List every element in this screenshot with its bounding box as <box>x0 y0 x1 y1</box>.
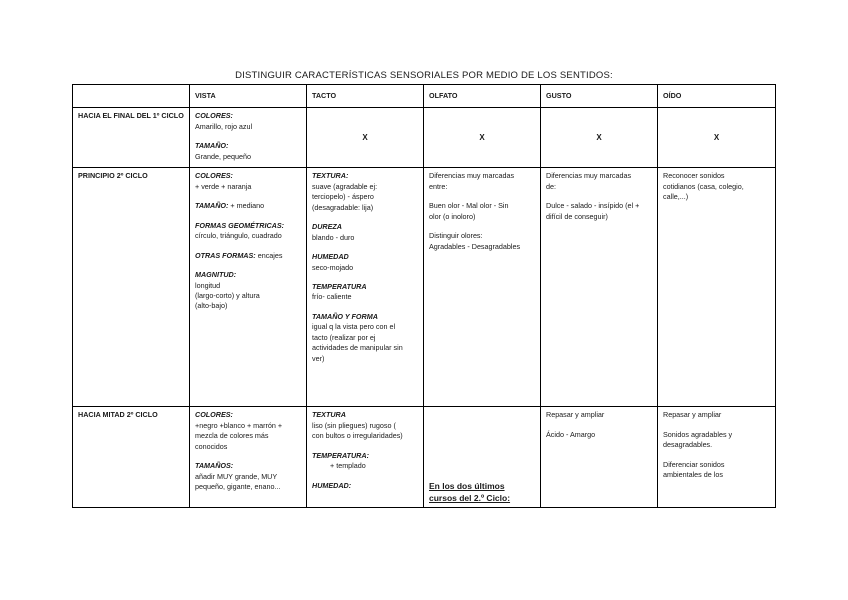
cell-text: ambientales de los <box>663 470 723 480</box>
header-olfato: OLFATO <box>424 85 541 108</box>
cell-label: TEXTURA <box>312 410 346 420</box>
cell-note: cursos del 2.º Ciclo: <box>429 493 511 504</box>
cell-label: MAGNITUD: <box>195 270 237 280</box>
page-title: DISTINGUIR CARACTERÍSTICAS SENSORIALES POR MEDIO DE LOS SENTIDOS: <box>235 70 613 81</box>
cell-oido: X <box>658 108 776 168</box>
cell-label: TAMAÑO Y FORMA <box>312 311 378 321</box>
cell-text: Sonidos agradables y <box>663 429 733 439</box>
cell-text: ver) <box>312 353 325 363</box>
cell-text: + verde + naranja <box>195 181 252 191</box>
cell-text: blando - duro <box>312 232 355 242</box>
row-label: HACIA MITAD 2º CICLO <box>73 407 190 508</box>
cell-label: FORMAS GEOMÉTRICAS: <box>195 220 285 230</box>
table-row <box>73 108 776 168</box>
cell-text: actividades de manipular sin <box>312 343 403 353</box>
cell-text: entre: <box>429 181 448 191</box>
cell-label: DUREZA <box>312 222 342 232</box>
cell-text: olor (o inoloro) <box>429 211 476 221</box>
cell-text: +negro +blanco + marrón + <box>195 420 283 430</box>
cell-text: igual q la vista pero con el <box>312 322 396 332</box>
cell-text: seco-mojado <box>312 262 354 272</box>
cell-olfato: X <box>424 108 541 168</box>
cell-label: TAMAÑO: <box>195 141 229 151</box>
cell-oido <box>658 168 776 407</box>
cell-tacto <box>307 407 424 508</box>
cell-text: Diferenciar sonidos <box>663 459 725 469</box>
cell-text: terciopelo) - áspero <box>312 192 374 202</box>
row-label: HACIA EL FINAL DEL 1º CICLO <box>73 108 190 168</box>
header-row <box>73 85 776 108</box>
cell-oido <box>658 407 776 508</box>
cell-label: TAMAÑOS: <box>195 461 234 471</box>
cell-text: (desagradable: lija) <box>312 202 374 212</box>
cell-vista <box>190 407 307 508</box>
cell-text: (alto-bajo) <box>195 301 228 311</box>
table-row <box>73 407 776 508</box>
cell-text: liso (sin pliegues) rugoso ( <box>312 420 396 430</box>
cell-olfato <box>424 407 541 508</box>
cell-note: En los dos últimos <box>429 480 505 491</box>
cell-gusto <box>541 407 658 508</box>
cell-text: mezcla de colores más <box>195 431 269 441</box>
senses-table <box>72 84 776 508</box>
cell-label: TEXTURA: <box>312 171 349 181</box>
cell-gusto <box>541 168 658 407</box>
cell-text: con bultos o irregularidades) <box>312 431 403 441</box>
cell-text: Amarillo, rojo azul <box>195 121 253 131</box>
cell-olfato <box>424 168 541 407</box>
cell-text: conocidos <box>195 441 228 451</box>
cell-text: tacto (realizar por ej <box>312 332 376 342</box>
cell-text: longitud <box>195 280 221 290</box>
header-cell-blank <box>73 85 190 108</box>
header-tacto: TACTO <box>307 85 424 108</box>
cell-text: desagradables. <box>663 440 713 450</box>
cell-text: Repasar y ampliar <box>663 410 722 420</box>
cell-text: Buen olor - Mal olor - Sin <box>429 201 509 211</box>
cell-gusto: X <box>541 108 658 168</box>
cell-text: Agradables - Desagradables <box>429 241 521 251</box>
cell-text: Repasar y ampliar <box>546 410 605 420</box>
cell-text: Diferencias muy marcadas <box>429 171 515 181</box>
cell-text: cotidianos (casa, colegio, <box>663 181 744 191</box>
cell-text: pequeño, gigante, enano... <box>195 482 281 492</box>
header-gusto: GUSTO <box>541 85 658 108</box>
cell-text: encajes <box>255 250 283 260</box>
cell-text: círculo, triángulo, cuadrado <box>195 231 282 241</box>
row-label: PRINCIPIO 2º CICLO <box>73 168 190 407</box>
cell-label: TAMAÑO: <box>195 201 229 211</box>
cell-text: suave (agradable ej: <box>312 181 378 191</box>
cell-vista <box>190 108 307 168</box>
cell-text: Distinguir olores: <box>429 231 483 241</box>
cell-label: TEMPERATURA <box>312 281 367 291</box>
header-vista: VISTA <box>190 85 307 108</box>
cell-vista <box>190 168 307 407</box>
cell-label: COLORES: <box>195 171 233 181</box>
cell-label: OTRAS FORMAS: <box>195 250 256 260</box>
cell-text: Diferencias muy marcadas <box>546 171 632 181</box>
cell-text <box>195 251 301 261</box>
cell-label: COLORES: <box>195 410 233 420</box>
table-row <box>73 168 776 407</box>
cell-text: calle,...) <box>663 192 689 202</box>
cell-label: COLORES: <box>195 111 233 121</box>
cell-text: de: <box>546 181 556 191</box>
cell-text: Grande, pequeño <box>195 151 251 161</box>
cell-text <box>195 201 301 211</box>
cell-label: HUMEDAD <box>312 252 349 262</box>
cell-text: frío- caliente <box>312 292 352 302</box>
cell-text: Ácido - Amargo <box>546 429 596 439</box>
cell-text: + templado <box>330 461 366 471</box>
cell-tacto <box>307 168 424 407</box>
cell-text: + mediano <box>228 201 265 211</box>
cell-label: TEMPERATURA: <box>312 450 369 460</box>
cell-text: difícil de conseguir) <box>546 211 608 221</box>
cell-text: Reconocer sonidos <box>663 171 725 181</box>
cell-tacto: X <box>307 108 424 168</box>
cell-label: HUMEDAD: <box>312 480 352 490</box>
header-oido: OÍDO <box>658 85 776 108</box>
cell-text: Dulce - salado - insípido (el + <box>546 201 640 211</box>
cell-text: añadir MUY grande, MUY <box>195 471 278 481</box>
cell-text: (largo-corto) y altura <box>195 290 260 300</box>
